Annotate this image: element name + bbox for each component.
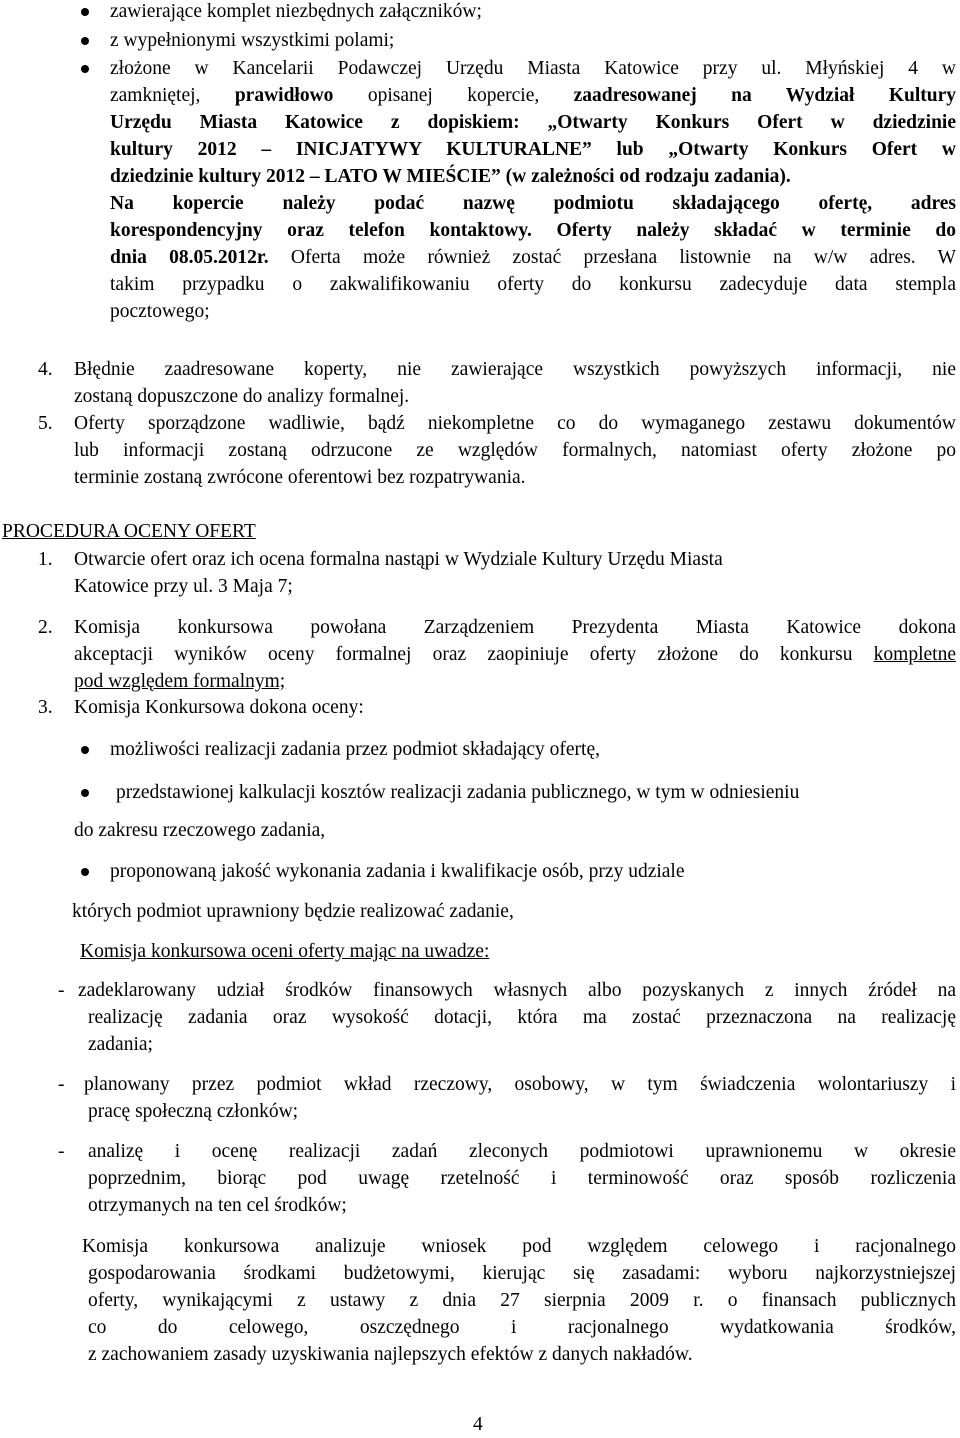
list-number: 3.: [38, 697, 53, 718]
paragraph-line: zostaną dopuszczone do analizy formalnej.: [74, 386, 410, 407]
paragraph-line: Otwarcie ofert oraz ich ocena formalna nastąpi w Wydziale Kultury Urzędu Miasta: [74, 549, 723, 570]
bullet-item: proponowaną jakość wykonania zadania i kwalifikacje osób, przy udziale: [110, 861, 685, 882]
paragraph-line: Komisja konkursowa powołana Zarządzeniem Prezydenta Miasta Katowice dokona: [74, 617, 956, 638]
paragraph-line: dziedzinie kultury 2012 – LATO W MIEŚCIE” (w zależności od rodzaju zadania).: [110, 166, 791, 187]
dash-marker: -: [58, 1074, 65, 1095]
final-paragraph: [82, 1233, 956, 1368]
criteria-item: [88, 1138, 956, 1219]
bullet-item: [110, 0, 482, 25]
submission-requirements: [110, 55, 956, 325]
paragraph-line: otrzymanych na ten cel środków;: [88, 1195, 347, 1216]
paragraph-line: kultury 2012 – INICJATYWY KULTURALNE” lub „Otwarty Konkurs Ofert w: [110, 139, 956, 160]
paragraph-line: pocztowego;: [110, 301, 210, 322]
paragraph-line: Oferty sporządzone wadliwie, bądź niekompletne co do wymaganego zestawu dokumentów: [74, 413, 956, 434]
paragraph-line: co do celowego, oszczędnego i racjonalnego wydatkowania środków,: [88, 1317, 956, 1338]
paragraph-line: gospodarowania środkami budżetowymi, kierując się zasadami: wyboru najkorzystniejszej: [88, 1263, 956, 1284]
bullet-item: [110, 27, 394, 54]
bullet-dot: [81, 65, 89, 73]
paragraph-line: oferty, wynikającymi z ustawy z dnia 27 sierpnia 2009 r. o finansach publicznych: [88, 1290, 956, 1311]
list-number: 1.: [38, 549, 53, 570]
bullet-dot: [81, 8, 89, 16]
paragraph-line: pod względem formalnym;: [74, 671, 286, 692]
paragraph-line: Urzędu Miasta Katowice z dopiskiem: „Otwarty Konkurs Ofert w dziedzinie: [110, 112, 956, 133]
paragraph-line: dnia 08.05.2012r. Oferta może również zostać przesłana listownie na w/w adres. W: [110, 247, 956, 268]
criteria-item: [84, 1071, 956, 1125]
bullet-continuation: których podmiot uprawniony będzie realizować zadanie,: [72, 901, 514, 922]
paragraph-line: poprzednim, biorąc pod uwagę rzetelność i terminowość oraz sposób rozliczenia: [88, 1168, 956, 1189]
bullet-dot: [81, 37, 89, 45]
paragraph-line: zadeklarowany udział środków finansowych własnych albo pozyskanych z innych źródeł na: [78, 980, 956, 1001]
paragraph-line: Komisja konkursowa analizuje wniosek pod względem celowego i racjonalnego: [82, 1236, 956, 1257]
paragraph-line: korespondencyjny oraz telefon kontaktowy. Oferty należy składać w terminie do: [110, 220, 956, 241]
list-item: [74, 356, 956, 410]
bullet-dot: [81, 746, 89, 754]
list-number: 5.: [38, 413, 53, 434]
bullet-dot: [81, 789, 89, 797]
paragraph-line: akceptacji wyników oceny formalnej oraz zaopiniuje oferty złożone do konkursu kompletne: [74, 644, 956, 665]
paragraph-line: Na kopercie należy podać nazwę podmiotu składającego ofertę, adres: [110, 193, 956, 214]
dash-marker: -: [58, 1141, 65, 1162]
dash-marker: -: [58, 980, 65, 1001]
paragraph-line: złożone w Kancelarii Podawczej Urzędu Miasta Katowice przy ul. Młyńskiej 4 w: [110, 58, 956, 79]
paragraph-line: zadania;: [88, 1034, 153, 1055]
paragraph-line: realizację zadania oraz wysokość dotacji, która ma zostać przeznaczona na realizację: [88, 1007, 956, 1028]
bullet-item: możliwości realizacji zadania przez podmiot składający ofertę,: [110, 739, 600, 760]
paragraph-line: lub informacji zostaną odrzucone ze względów formalnych, natomiast oferty złożone po: [74, 440, 956, 461]
paragraph-line: terminie zostaną zwrócone oferentowi bez rozpatrywania.: [74, 467, 526, 488]
paragraph-line: takim przypadku o zakwalifikowaniu oferty do konkursu zadecyduje data stempla: [110, 274, 956, 295]
page-number: 4: [473, 1414, 483, 1435]
paragraph-line: planowany przez podmiot wkład rzeczowy, osobowy, w tym świadczenia wolontariuszy i: [84, 1074, 956, 1095]
list-number: 4.: [38, 359, 53, 380]
paragraph-line: Błędnie zaadresowane koperty, nie zawierające wszystkich powyższych informacji, nie: [74, 359, 956, 380]
bullet-item: przedstawionej kalkulacji kosztów realizacji zadania publicznego, w tym w odniesieniu: [116, 782, 800, 803]
section-heading: PROCEDURA OCENY OFERT: [2, 521, 256, 542]
paragraph-line: Katowice przy ul. 3 Maja 7;: [74, 576, 293, 597]
bullet-text: z wypełnionymi wszystkimi polami;: [110, 30, 395, 51]
paragraph-line: zamkniętej, prawidłowo opisanej kopercie, zaadresowanej na Wydział Kultury: [110, 85, 956, 106]
criteria-item: [78, 977, 956, 1058]
list-item: [74, 614, 956, 695]
bullet-dot: [81, 868, 89, 876]
commission-heading: Komisja konkursowa oceni oferty mając na uwadze:: [80, 941, 490, 962]
paragraph-line: analizę i ocenę realizacji zadań zleconych podmiotowi uprawnionemu w okresie: [88, 1141, 956, 1162]
bullet-continuation: do zakresu rzeczowego zadania,: [74, 820, 326, 841]
list-item: Komisja Konkursowa dokona oceny:: [74, 697, 364, 718]
paragraph-line: z zachowaniem zasady uzyskiwania najlepszych efektów z danych nakładów.: [88, 1344, 693, 1365]
list-item: [74, 546, 894, 600]
list-item: [74, 410, 956, 491]
paragraph-line: pracę społeczną członków;: [88, 1101, 299, 1122]
bullet-text: zawierające komplet niezbędnych załączników;: [110, 1, 482, 22]
list-number: 2.: [38, 617, 53, 638]
